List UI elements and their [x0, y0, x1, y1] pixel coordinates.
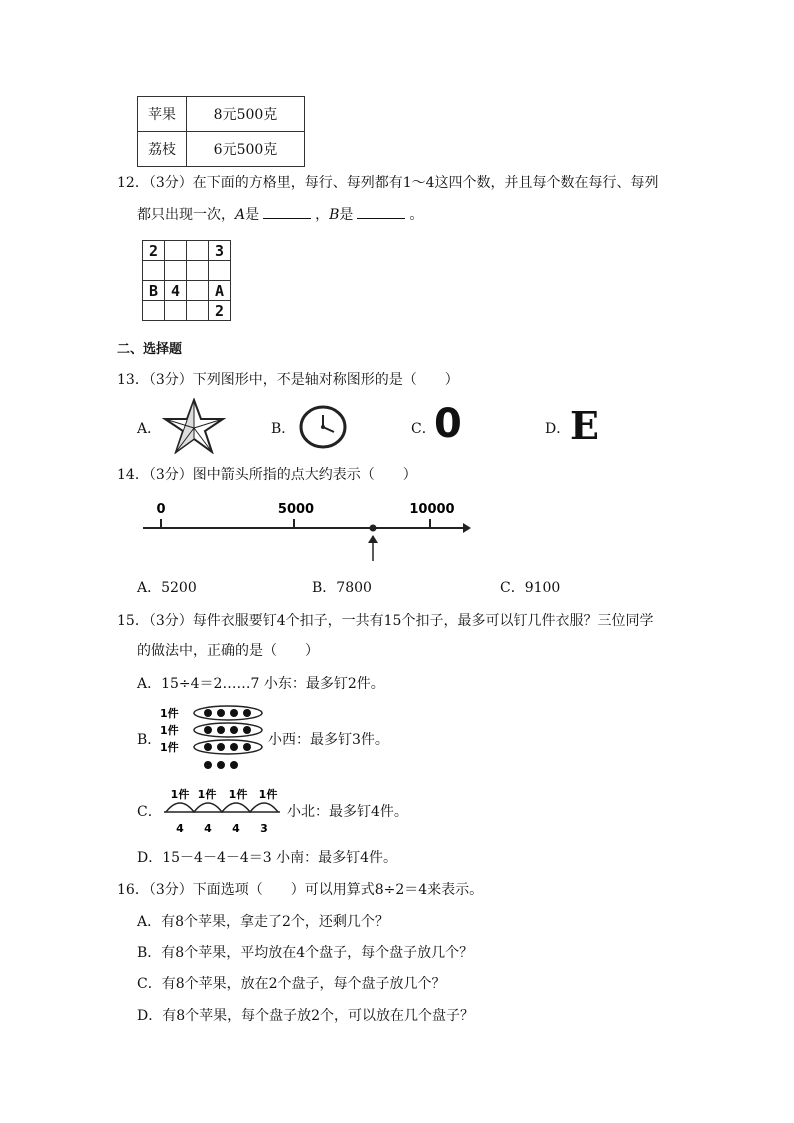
option-a-label[interactable]: A．: [137, 421, 162, 437]
answer-blank-a[interactable]: [263, 206, 311, 219]
group-count: 3: [260, 822, 268, 835]
tick-label: 5000: [277, 502, 315, 517]
group-label: 1件: [197, 788, 217, 801]
answer-blank-b[interactable]: [357, 206, 405, 219]
option-b[interactable]: B．7800: [312, 580, 372, 596]
q15-line1: 15．（3分）每件衣服要钉4个扣子，一共有15个扣子，最多可以钉几件衣服？三位同学: [117, 613, 654, 629]
group-label: 1件: [170, 788, 190, 801]
q12-is: 是: [245, 207, 260, 223]
group-label: 1件: [160, 741, 179, 754]
group-count: 4: [232, 822, 240, 835]
grid-cell: 4: [165, 281, 187, 301]
q13-text: 13．（3分）下列图形中，不是轴对称图形的是（ ）: [117, 372, 459, 388]
grid-cell: A: [209, 281, 231, 301]
q12-end: 。: [409, 207, 424, 223]
option-a[interactable]: A．5200: [137, 580, 197, 596]
button-groups-diagram: [158, 703, 268, 773]
grid-cell: [209, 261, 231, 281]
q12-text: 都只出现一次，: [137, 207, 235, 223]
table-row: [138, 97, 305, 132]
group-count: 4: [176, 822, 184, 835]
group-label: 1件: [228, 788, 248, 801]
option-c-label[interactable]: C．: [411, 421, 436, 437]
arc-grouping-diagram: [160, 784, 286, 840]
grid-cell: [187, 241, 209, 261]
grid-cell: [165, 301, 187, 321]
q15-line2: 的做法中，正确的是（ ）: [137, 643, 319, 659]
grid-cell: [187, 261, 209, 281]
option-b-text: 小西：最多钉3件。: [268, 732, 389, 748]
var-a: A: [235, 207, 246, 223]
marked-point: [370, 525, 377, 532]
group-label: 1件: [160, 724, 179, 737]
option-d-label[interactable]: D．: [545, 421, 571, 437]
option-c-label[interactable]: C．: [137, 804, 162, 820]
section-heading: 二、选择题: [117, 342, 183, 357]
number-grid: [142, 240, 231, 321]
digit-zero-glyph: 0: [434, 401, 462, 447]
price-table: [137, 96, 305, 167]
clock-icon: [298, 404, 348, 450]
grid-cell: [165, 241, 187, 261]
option-b[interactable]: B．有8个苹果，平均放在4个盘子，每个盘子放几个？: [137, 945, 474, 961]
grid-cell: 3: [209, 241, 231, 261]
q12-line2: 都只出现一次，A是 ，B是 。: [137, 207, 424, 223]
star-icon: [162, 398, 226, 454]
option-c-text: 小北：最多钉4件。: [287, 804, 408, 820]
axis-arrow-icon: [463, 523, 471, 533]
q16-text: 16．（3分）下面选项（ ）可以用算式8÷2＝4来表示。: [117, 882, 484, 898]
option-b-label[interactable]: B．: [137, 732, 162, 748]
fruit-name: 荔枝: [138, 132, 187, 167]
var-b: B: [329, 207, 340, 223]
option-c[interactable]: C．9100: [500, 580, 561, 596]
grid-cell: [143, 261, 165, 281]
option-b-label[interactable]: B．: [271, 421, 296, 437]
letter-e-glyph: E: [570, 403, 599, 448]
fruit-price: 6元500克: [187, 132, 305, 167]
q12-is: 是: [339, 207, 354, 223]
group-count: 4: [204, 822, 212, 835]
q12-line1: 12．（3分）在下面的方格里，每行、每列都有1～4这四个数，并且每个数在每行、每列: [117, 175, 659, 191]
grid-cell: [187, 281, 209, 301]
tick-label: 0: [156, 502, 166, 517]
number-line: [137, 495, 473, 565]
grid-cell: 2: [209, 301, 231, 321]
grid-cell: [143, 301, 165, 321]
option-d[interactable]: D．15－4－4－4＝3 小南：最多钉4件。: [137, 850, 398, 866]
fruit-name: 苹果: [138, 97, 187, 132]
option-c[interactable]: C．有8个苹果，放在2个盘子，每个盘子放几个？: [137, 976, 446, 992]
option-d[interactable]: D．有8个苹果，每个盘子放2个，可以放在几个盘子？: [137, 1008, 475, 1024]
grid-cell: 2: [143, 241, 165, 261]
group-label: 1件: [160, 707, 179, 720]
fruit-price: 8元500克: [187, 97, 305, 132]
grid-cell: [165, 261, 187, 281]
option-a[interactable]: A．有8个苹果，拿走了2个，还剩几个？: [137, 914, 389, 930]
grid-cell: [187, 301, 209, 321]
table-row: [138, 132, 305, 167]
option-a[interactable]: A．15÷4＝2……7 小东：最多钉2件。: [137, 676, 385, 692]
group-label: 1件: [258, 788, 278, 801]
tick-label: 10000: [409, 502, 455, 517]
q14-text: 14．（3分）图中箭头所指的点大约表示（ ）: [117, 467, 417, 483]
grid-cell: B: [143, 281, 165, 301]
